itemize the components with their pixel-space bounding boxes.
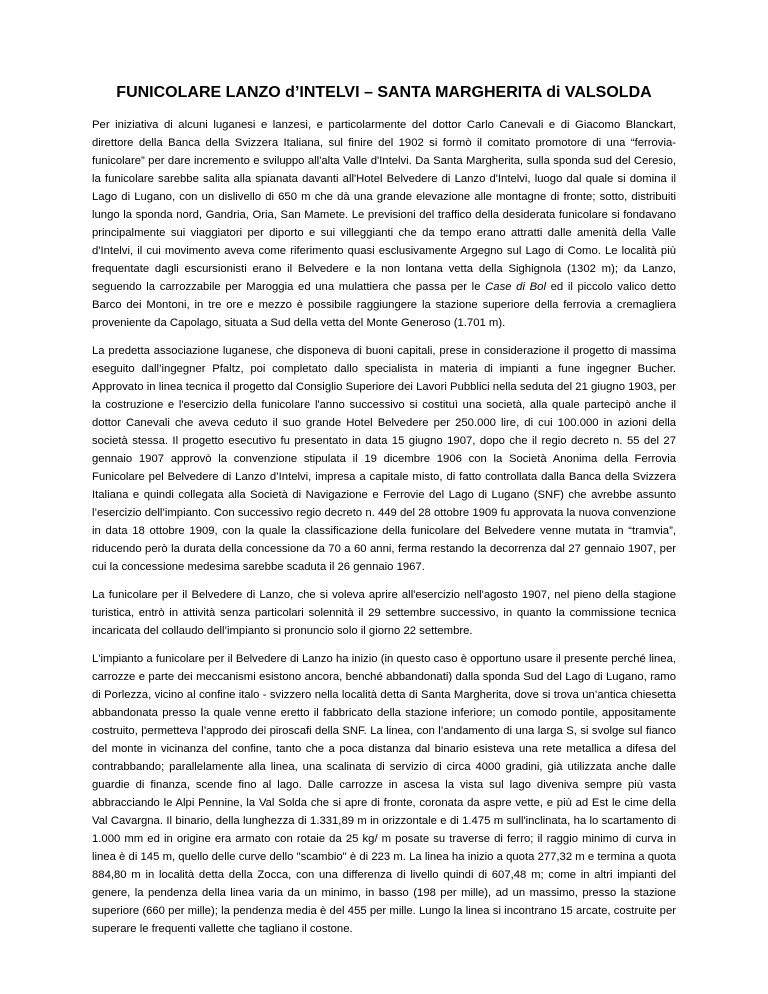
document-title: FUNICOLARE LANZO d’INTELVI – SANTA MARGHERITA di VALSOLDA: [116, 84, 652, 101]
paragraph-2: La predetta associazione luganese, che disponeva di buoni capitali, prese in considerazione il progetto di massima eseguito dall’ingegner Pfaltz, poi completato dallo specialista in materia di impianti a fune ingegner Bucher. Approvato in linea tecnica il progetto dal Consiglio Superiore dei Lavori Pubblici nella seduta del 21 giugno 1903, per la costruzione e l'esercizio della funicolare l'anno successivo si costituì una società, alla quale partecipò anche il dottor Canevali che aveva ceduto il suo grande Hotel Belvedere per 250.000 lire, di cui 100.000 in azioni della società stessa. Il progetto esecutivo fu presentato in data 15 giugno 1907, dopo che il regio decreto n. 55 del 27 gennaio 1907 approvò la convenzione stipulata il 19 dicembre 1906 con la Società Anonima della Ferrovia Funicolare pel Belvedere di Lanzo d’Intelvi, impresa a capitale misto, di fatto controllata dalla Banca della Svizzera Italiana e quindi collegata alla Società di Navigazione e Ferrovie del Lago di Lugano (SNF) che avrebbe assunto l’esercizio dell’impianto. Con successivo regio decreto n. 449 del 28 ottobre 1909 fu approvata la nuova convenzione in data 18 ottobre 1909, con la quale la classificazione della funicolare del Belvedere venne mutata in “tramvia”, riducendo però la durata della concessione da 70 a 60 anni, ferma restando la decorrenza dal 27 gennaio 1907, per cui la concessione medesima sarebbe scaduta il 26 gennaio 1967.: [92, 345, 676, 573]
paragraph-4: L'impianto a funicolare per il Belvedere di Lanzo ha inizio (in questo caso è opportuno usare il presente perché linea, carrozze e parte dei meccanismi esistono ancora, benché abbandonati) dalla sponda Sud del Lago di Lugano, ramo di Porlezza, vicino al confine italo - svizzero nella località detta di Santa Margherita, dove si trova un’antica chiesetta abbandonata presso la quale venne eretto il fabbricato della stazione inferiore; un comodo pontile, appositamente costruito, permetteva l’approdo dei piroscafi della SNF. La linea, con l’andamento di una larga S, si svolge sul fianco del monte in vicinanza del confine, tanto che a poca distanza dal binario esisteva una rete metallica a difesa del contrabbando; parallelamente alla linea, una scalinata di servizio di circa 4000 gradini, già utilizzata anche dalle guardie di finanza, scende fino al lago. Dalle carrozze in ascesa la vista sul lago diveniva sempre più vasta abbracciando le Alpi Pennine, la Val Solda che si apre di fronte, coronata da aspre vette, e più ad Est le cime della Val Cavargna. Il binario, della lunghezza di 1.331,89 m in orizzontale e di 1.475 m sull'inclinata, ha lo scartamento di 1.000 mm ed in origine era armato con rotaie da 25 kg/ m posate su traverse di ferro; il raggio minimo di curva in linea è di 145 m, quello delle curve dello "scambio" è di 223 m. La linea ha inizio a quota 277,32 m e termina a quota 884,80 m in località detta della Zocca, con una differenza di livello quindi di 607,48 m; come in altri impianti del genere, la pendenza della linea varia da un minimo, in basso (198 per mille), ad un massimo, presso la stazione superiore (660 per mille); la pendenza media è del 455 per mille. Lungo la linea si incontrano 15 arcate, costruite per superare le frequenti vallette che tagliano il costone.: [92, 653, 676, 935]
paragraph-3: La funicolare per il Belvedere di Lanzo, che si voleva aprire all'esercizio nell'agosto 1907, nel pieno della stagione turistica, entrò in attività senza particolari solennità il 29 settembre successivo, in quanto la commissione tecnica incaricata del collaudo dell’impianto si pronuncio solo il giorno 22 settembre.: [92, 589, 676, 637]
paragraph-1-text-end: ed il piccolo valico detto Barco dei Montoni, in tre ore e mezzo è possibile raggiungere la stazione superiore della ferrovia a cremagliera proveniente da Capolago, situata a Sud della vetta del Monte Generoso (1.701 m).: [92, 281, 676, 329]
paragraph-1-italic-place: Case di Bol: [485, 281, 546, 293]
paragraph-1: [92, 116, 676, 332]
paragraph-1-text-start: Per iniziativa di alcuni luganesi e lanzesi, e particolarmente del dottor Carlo Canevali e di Giacomo Blanckart, direttore della Banca della Svizzera Italiana, sul finire del 1902 si formò il comitato promotore di una “ferrovia-funicolare” per dare incremento e sviluppo all'alta Valle d'Intelvi. Da Santa Margherita, sulla sponda sud del Ceresio, la funicolare sarebbe salita alla spianata davanti all'Hotel Belvedere di Lanzo d'Intelvi, luogo dal quale si domina il Lago di Lugano, con un dislivello di 650 m che dà una grande elevazione alle montagne di fronte; sotto, distribuiti lungo la sponda nord, Gandria, Oria, San Mamete. Le previsioni del traffico della desiderata funicolare si fondavano principalmente sui viaggiatori per diporto e sui villeggianti che da tempo erano attratti dalle amenità della Valle d'Intelvi, il cui movimento aveva come riferimento quasi esclusivamente Argegno sul Lago di Como. Le località più frequentate dagli escursionisti erano il Belvedere e la non lontana vetta della Sighignola (1302 m); da Lanzo, seguendo la carrozzabile per Maroggia ed una mulattiera che passa per le: [92, 119, 676, 293]
